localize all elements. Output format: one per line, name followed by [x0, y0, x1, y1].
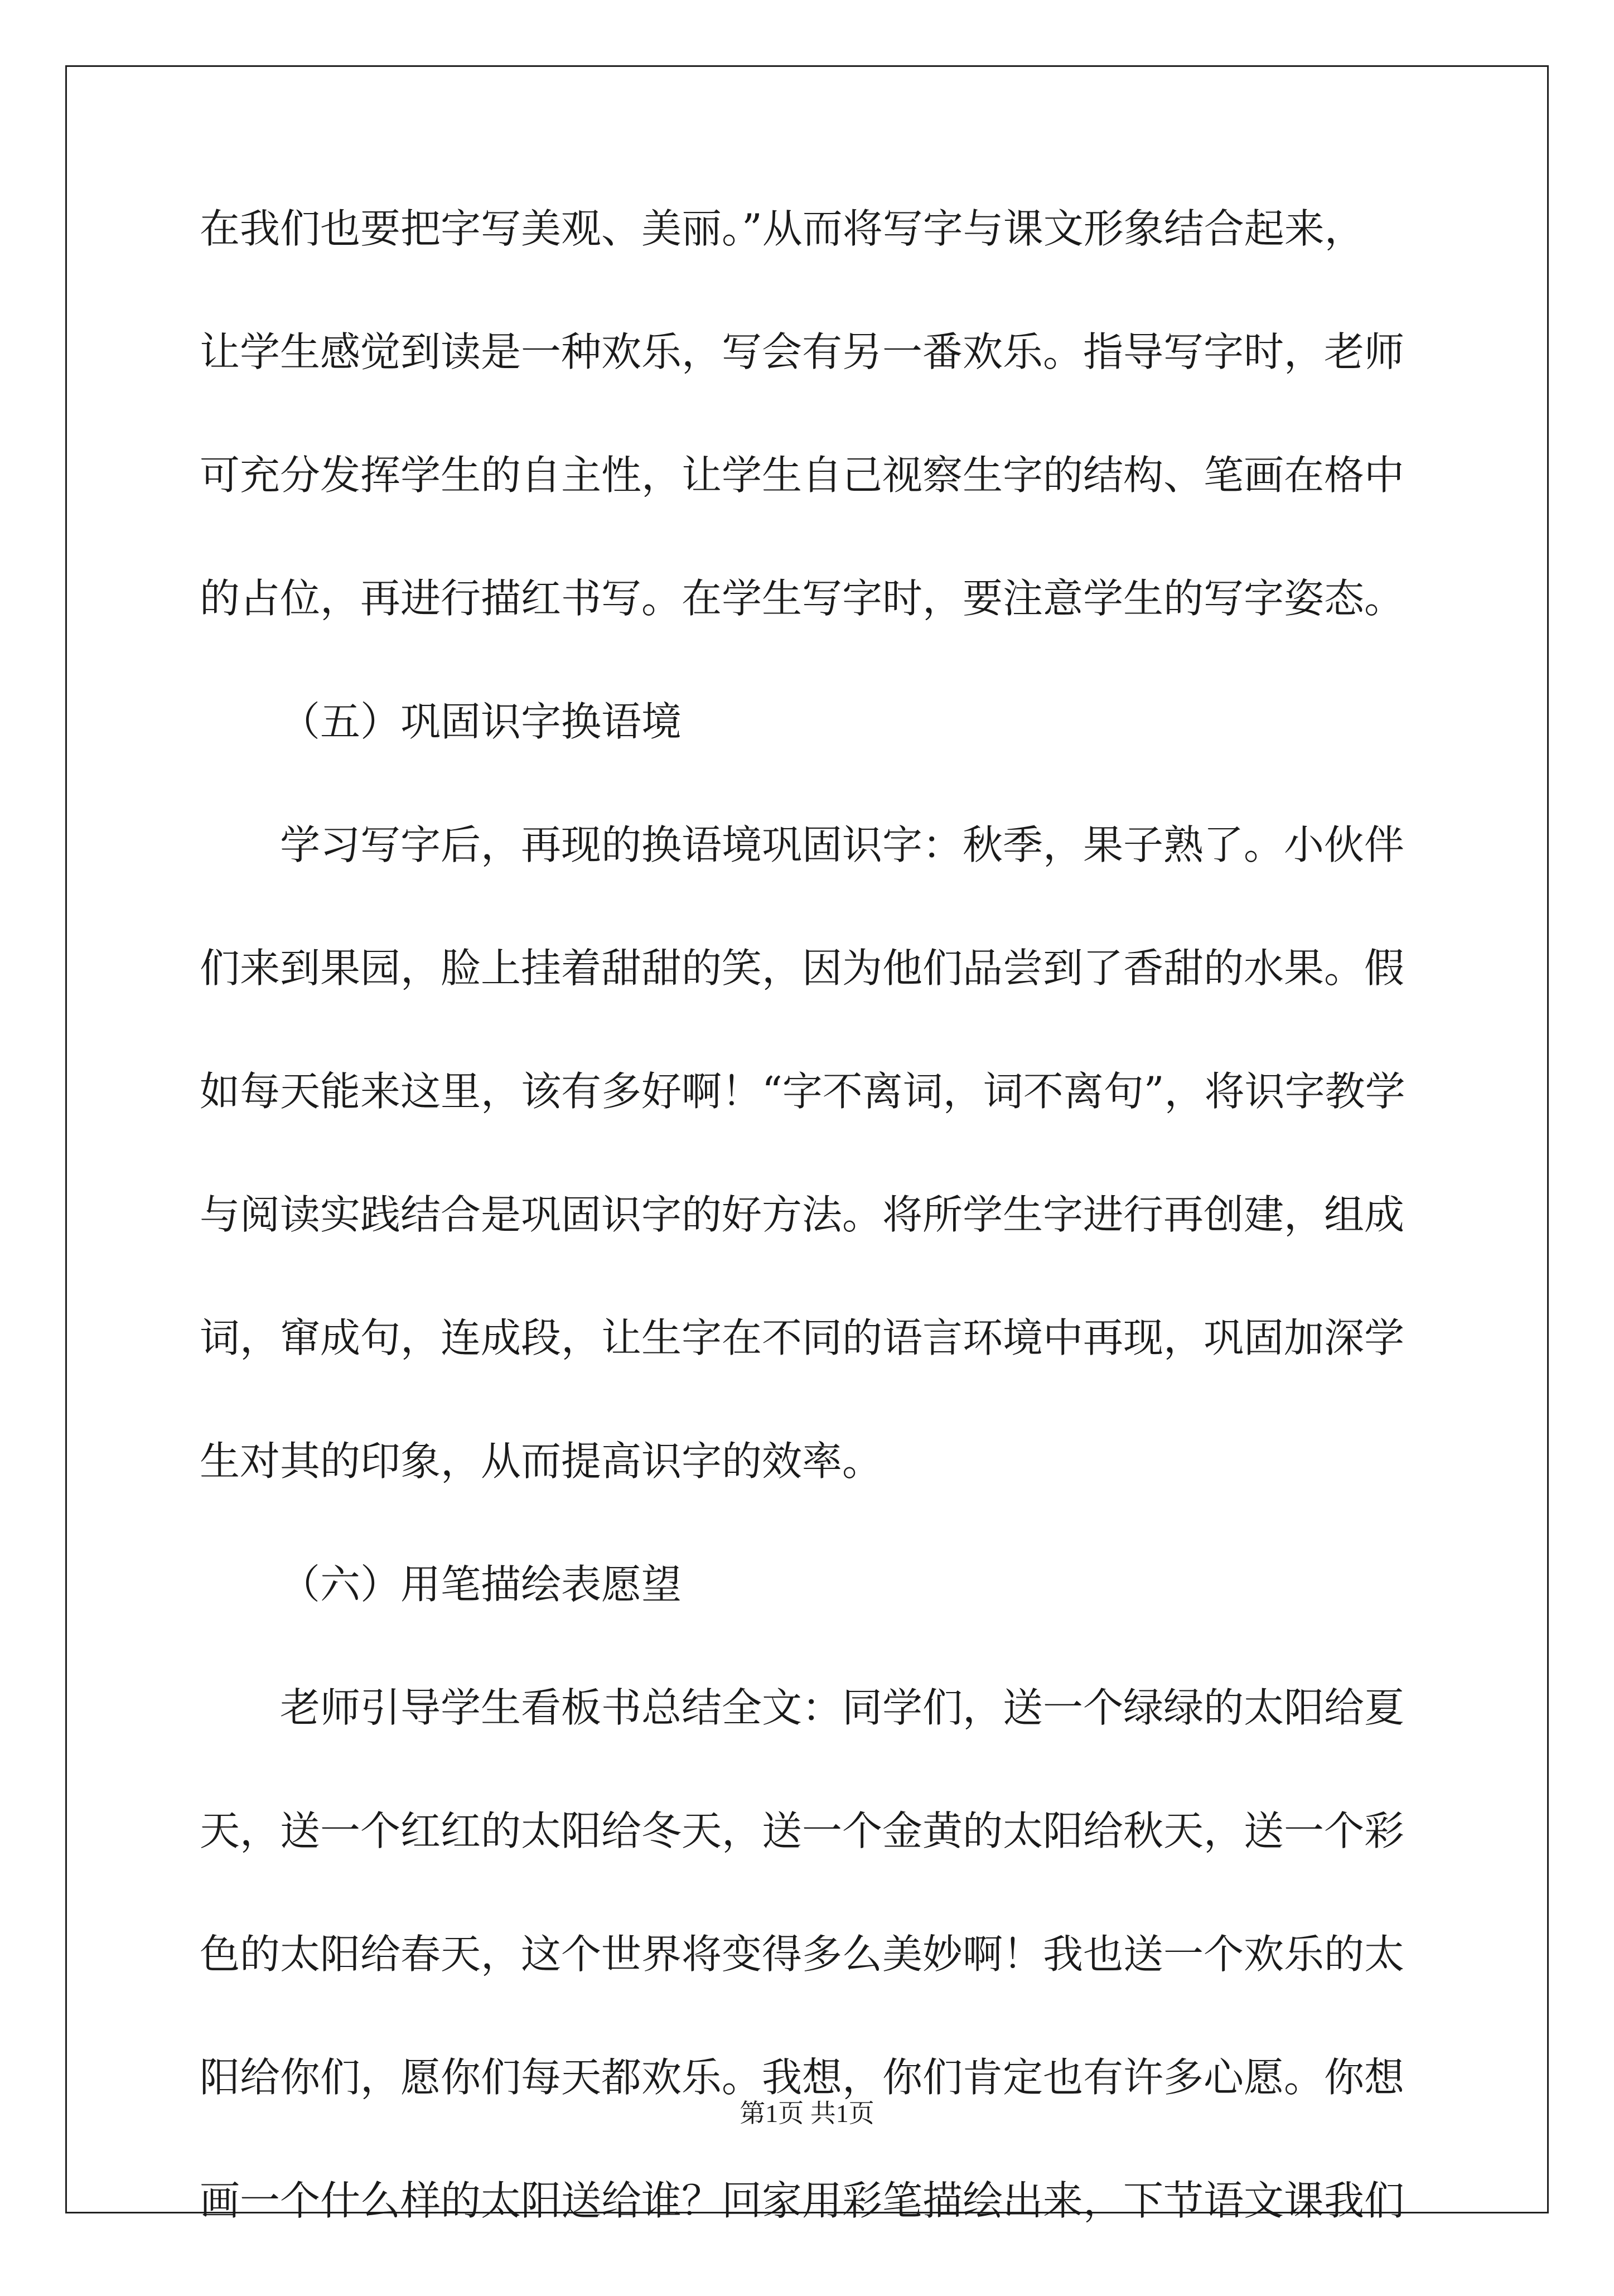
text-line: 们来到果园，脸上挂着甜甜的笑，因为他们品尝到了香甜的水果。假 [200, 945, 1405, 992]
paragraph-first-line: 学习写字后，再现的换语境巩固识字：秋季，果子熟了。小伙伴 [280, 821, 1405, 868]
text-line: 阳给你们，愿你们每天都欢乐。我想，你们肯定也有许多心愿。你想 [200, 2054, 1405, 2101]
text-line: 词，窜成句，连成段，让生字在不同的语言环境中再现，巩固加深学 [200, 1314, 1405, 1361]
page-footer: 第1页 共1页 [740, 2099, 874, 2128]
section-heading: （六）用笔描绘表愿望 [280, 1561, 682, 1608]
text-line: 在我们也要把字写美观、美丽。”从而将写字与课文形象结合起来， [200, 205, 1365, 252]
text-line: 让学生感觉到读是一种欢乐，写会有另一番欢乐。指导写字时，老师 [200, 328, 1405, 375]
text-line: 的占位，再进行描红书写。在学生写字时，要注意学生的写字姿态。 [200, 575, 1405, 622]
document-body [200, 201, 1421, 2296]
text-line: 可充分发挥学生的自主性，让学生自己视察生字的结构、笔画在格中 [200, 452, 1405, 499]
text-line: 生对其的印象，从而提高识字的效率。 [200, 1438, 883, 1485]
section-heading: （五）巩固识字换语境 [280, 698, 682, 745]
text-line: 与阅读实践结合是巩固识字的好方法。将所学生字进行再创建，组成 [200, 1191, 1405, 1238]
text-line: 色的太阳给春天，这个世界将变得多么美妙啊！我也送一个欢乐的太 [200, 1931, 1405, 1978]
paragraph-first-line: 老师引导学生看板书总结全文：同学们，送一个绿绿的太阳给夏 [280, 1684, 1405, 1731]
text-line: 画一个什么样的太阳送给谁？回家用彩笔描绘出来，下节语文课我们 [200, 2177, 1405, 2224]
text-line: 天，送一个红红的太阳给冬天，送一个金黄的太阳给秋天，送一个彩 [200, 1807, 1405, 1854]
text-line: 如每天能来这里，该有多好啊！“字不离词，词不离句”，将识字教学 [200, 1068, 1405, 1115]
